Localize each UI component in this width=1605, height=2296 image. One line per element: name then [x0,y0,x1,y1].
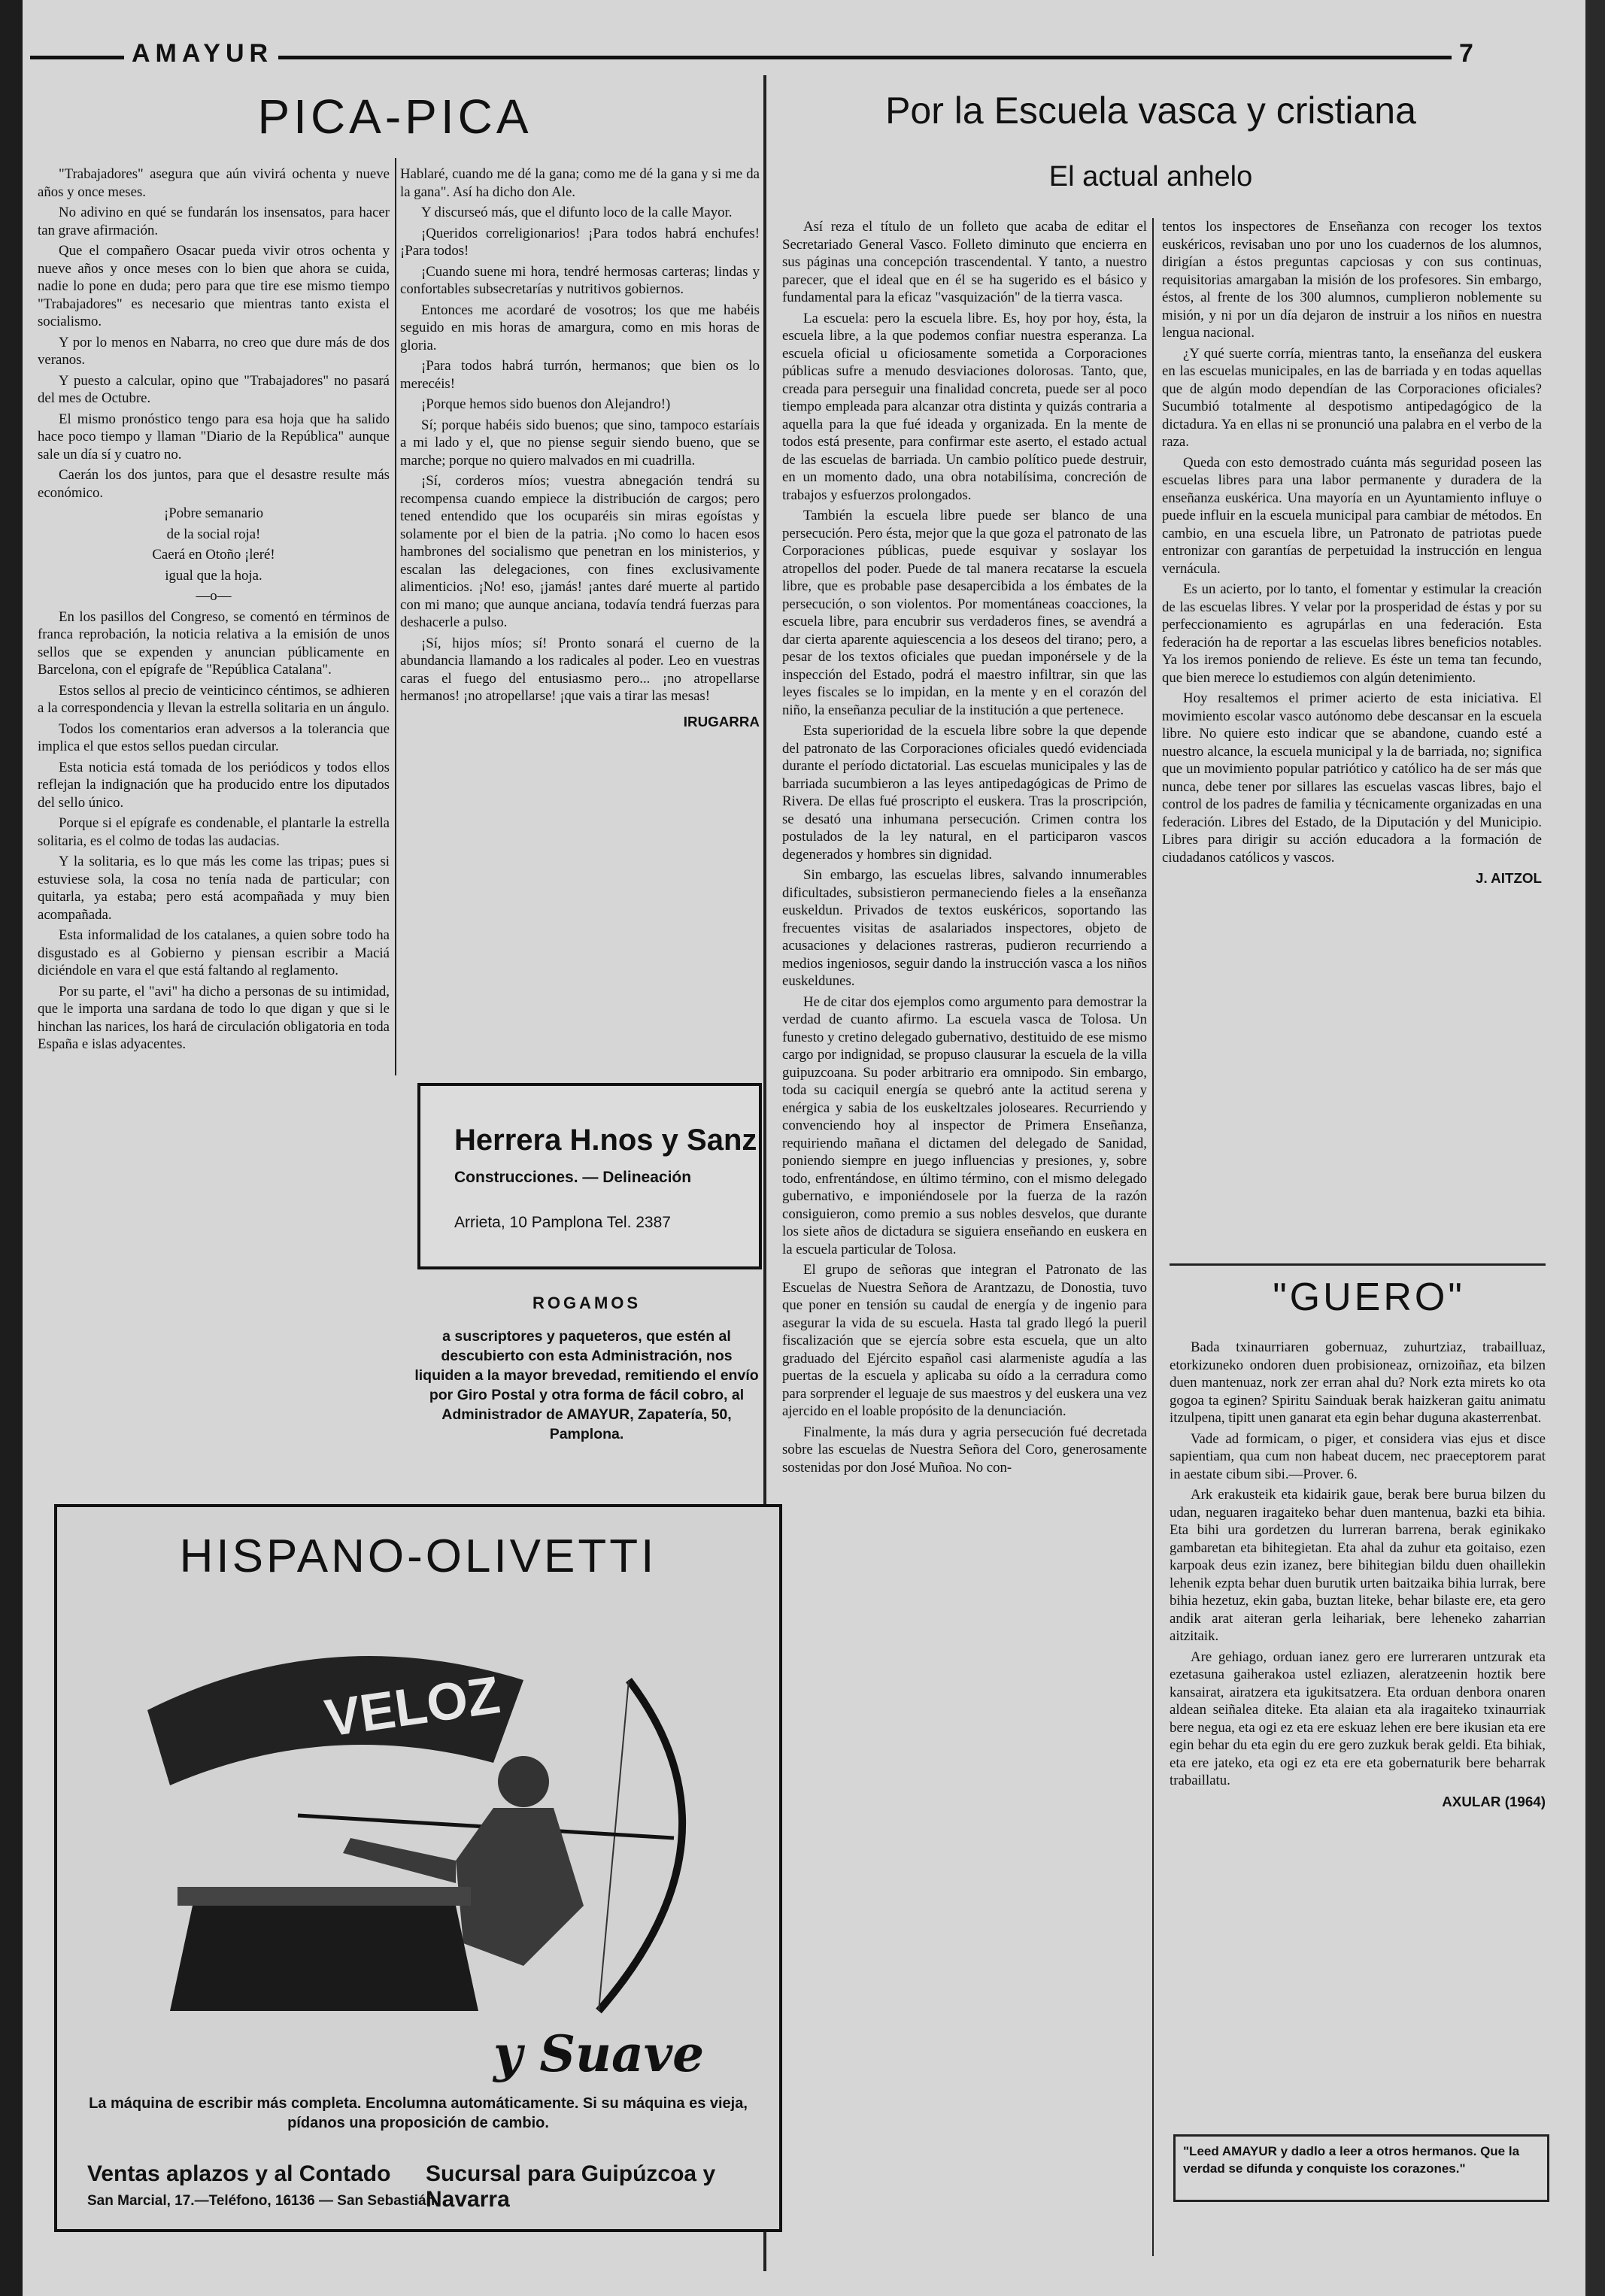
subscribers-notice [414,1294,760,1444]
paragraph: Sí; porque habéis sido buenos; que sino, tampoco estaríais a mi lado y el, que no piense seguir siendo bueno, que se marche; porque no quiero malvados en mi cuadrilla. [400,417,760,469]
paragraph: ¡Cuando suene mi hora, tendré hermosas carteras; lindas y confortables subsecretarías y nutritivos gobiernos. [400,263,760,297]
typewriter-carriage-shape [177,1887,471,1906]
archer-head-shape [498,1756,549,1807]
paragraph: Entonces me acordaré de vosotros; los que me habéis seguido en mis horas de amargura, como en mis horas de gloria. [400,302,760,353]
logo-word: VELOZ [321,1665,504,1748]
paragraph: Caerán los dos juntos, para que el desastre resulte más económico. [38,467,390,501]
paragraph: ¡Queridos correligionarios! ¡Para todos habrá enchufes! ¡Para todos! [400,225,760,259]
verse-line: Caerá en Otoño ¡leré! [152,547,275,563]
paragraph: ¿Y qué suerte corría, mientras tanto, la enseñanza del euskera en las escuelas municipales, en las de barriada y en todas aquellas que de algún modo dependían de las Corporaciones oficiales? Sucumbió totalmente al despotismo antipedagógico de la dictadura. Ya en ellas ni se pronunció una palabra en el verbo de la raza. [1162,345,1542,450]
notice-heading: ROGAMOS [532,1294,642,1312]
herrera-ad-name: Herrera H.nos y Sanz [454,1124,757,1157]
paragraph: Estos sellos al precio de veinticinco céntimos, se adhieren a la correspondencia y llevan la estrella solitaria en un ángulo. [38,682,390,716]
paragraph: Porque si el epígrafe es condenable, el plantarle la estrella solitaria, es el colmo de todas las audacias. [38,815,390,849]
right-column-rule [1152,218,1154,2256]
read-amayur-box: "Leed AMAYUR y dadlo a leer a otros hermanos. Que la verdad se difunda y conquiste los corazones." [1173,2134,1549,2202]
paragraph: ¡Sí, hijos míos; sí! Pronto sonará el cuerno de la abundancia llamando a los radicales al poder. Leo en vuestras caras el fuego del entusiasmo pero... ¡no atropellarse hermanos! ¡no atropellarse! ¡que vais a tirar las mesas! [400,635,760,704]
masthead-rule-right [278,56,1452,59]
paragraph: Y puesto a calcular, opino que "Trabajadores" no pasará del mes de Octubre. [38,372,390,406]
paragraph: Todos los comentarios eran adversos a la tolerancia que implica el que estos sellos puedan circular. [38,720,390,754]
paragraph: La escuela: pero la escuela libre. Es, hoy por hoy, ésta, la escuela libre, a la que podemos confiar nuestra esperanza. La escuela oficial u oficiosamente sometida a Corporaciones públicas sufre a menudo desviaciones dolorosas. Tanto, que, creada para perseguir una finalidad concreta, puede ser al poco tiempo empleada para alcanzar otra distinta y quizás contraria a aquella para la que fué ideada y organizada. En la mente de todos está presente, para confirmar este aserto, el estado actual de las escuelas de barriada. Un cambio político puede destruir, en un momento dado, una obra notabilísima, concreción de trabajos y esfuerzos prolongados. [782,310,1147,503]
archer-typewriter-illustration [102,1590,734,2086]
scan-edge-left [0,0,23,2296]
paragraph: El mismo pronóstico tengo para esa hoja que ha salido hace poco tiempo y llaman "Diario de la República" aunque sale un día sí y cuatro no. [38,411,390,463]
pica-pica-column-2 [400,165,760,1053]
paragraph: El grupo de señoras que integran el Patronato de las Escuelas de Nuestra Señora de Arantzazu, de Donostia, tuvo que poner en tensión su caudal de energía y de ingenio para asegurar la vida de su escuela. Hasta tal grado llegó la pueril fiscalización que se ejercía sobre esta escuela, que un alto graduado del Ejército español casi alarmeniste agudía a las puertas de la escuela y aplicaba su oído a la cerradura como para sorprender el leguaje de sus maestros y del euskera una vez ajercido en el loable propósito de la denunciación. [782,1262,1147,1419]
guero-column [1170,1339,1546,2128]
paragraph: Hoy resaltemos el primer acierto de esta iniciativa. El movimiento escolar vasco autónomo debe descansar en la escuela libre. No quiere esto indicar que se abandone, cuando esté a nuestro alcance, la escuela municipal y la de barriada, no; significa que un movimiento popular patriótico y católico ha de ser más que nunca, debe tener por sillares las escuelas vascas libres, bajo el control de los padres de familia y técnicamente organizadas en una federación. Libres del Estado, de la Diputación y del Municipio. Libres para dirigir su acción educadora a la formación de ciudadanos católicos y vascos. [1162,690,1542,866]
escuela-vasca-title: Por la Escuela vasca y cristiana [885,89,1416,132]
paragraph: Are gehiago, orduan ianez gero ere lurreraren untzurak eta ezetasuna gaiherakoa ustel ezliazen, aleratzeenin hoztik bere kansairat, airatzera eta igukitsatzera. Eta orduan denbora onaren aldean seiñalea diteke. Eta alaian eta ala iragaiteko txinaurriak bere negua, eta ogi ez eta ere eskuaz lehen ere bere ikusian eta ere egin behar du eta egin du ere gero zuzkuk berak geldi. Eta bihiak, eta ere jateko, eta ogi ez eta ere eta gobernaturik bere beharrak trabaillatu. [1170,1648,1546,1788]
guero-signature: AXULAR (1964) [1442,1793,1546,1809]
herrera-sanz-ad [417,1083,762,1269]
paragraph: Bada txinaurriaren gobernuaz, zuhurtziaz, trabailluaz, etorkizuneko ondoren duen probisioneaz, ornizoiñaz, eta bilzen duen mantenuaz, nork zer erran ahal du? Nork ezta mirets ko ota gogoa ta eginen? Spiritu Sainduak berak haizkeran gaitu animatu itzulpena, tipitt unen ganarat eta egin behar duguna akasterrenbat. [1170,1339,1546,1426]
bow-shape [599,1680,682,2011]
olivetti-sales-left: Ventas aplazos y al Contado [87,2161,391,2186]
escuela-signature: J. AITZOL [1476,870,1542,886]
paragraph: Es un acierto, por lo tanto, el fomentar y estimular la creación de las escuelas libres. Y velar por la prosperidad de éstas y por su perfeccionamiento es agrupárlas en una federación. Esta federación ha de reportar a las escuelas libres beneficios notables. Ya los iremos poniendo de relieve. Es éste un tema tan fecundo, que bien merece lo estudiemos con algún detenimiento. [1162,581,1542,686]
masthead [30,39,1572,69]
olivetti-sales-right: Sucursal para Guipúzcoa y Navarra [426,2161,716,2212]
escuela-column-2 [1162,218,1542,1256]
paragraph: Esta noticia está tomada de los periódicos y todos ellos reflejan la indignación que ha producido entre los diputados del sello único. [38,759,390,811]
paragraph: Queda con esto demostrado cuánta más seguridad poseen las escuelas libres para una labor permanente y duradera de la enseñanza euskérica. Una mayoría en un Ayuntamiento influye o puede influir en la escuela municipal para cambiar de métodos. En cambio, en una escuela libre, un Patronato de patriotas puede entronizar con garantías de perpetuidad la instrucción en lengua vernácula. [1162,454,1542,577]
paragraph: Finalmente, la más dura y agria persecución fué decretada sobre las escuelas de Nuestra Señora del Coro, generosamente sostenidas por don José Muñoa. No con- [782,1424,1147,1476]
escuela-column-1 [782,218,1147,2264]
guero-title: "GUERO" [1273,1275,1465,1319]
masthead-name: AMAYUR [132,39,274,68]
slogan-text: y Suave [493,2025,705,2083]
paragraph: Sin embargo, las escuelas libres, salvando innumerables dificultades, subsistieron permaneciendo fieles a la enseñanza euskeldun. Privados de textos euskéricos, soportando las frecuentes visitas de asalariados inspectores, objeto de acusaciones y delaciones rastreras, pudieron recurriendo a medios ingeniosos, seguir dando la instrucción vasca a los niños euskeldunes. [782,867,1147,989]
pica-pica-column-1 [38,165,390,1512]
paragraph: En los pasillos del Congreso, se comentó en términos de franca reprobación, la noticia relativa a la emisión de unos sellos que se expenden y anuncian públicamente en Barcelona, con el epígrafe de "República Catalana". [38,608,390,678]
scan-edge-right [1585,0,1605,2296]
paragraph: Esta superioridad de la escuela libre sobre la que depende del patronato de las Corporaciones oficiales quedó evidenciada durante el período dictatorial. Las escuelas municipales y las de barriada sucumbieron a las leyes antipedagógicas de Primo de Rivera. De ellas fué proscripto el euskera. Tras la proscripción, se desató una inhumana persecución. Crimen contra los postulados de la ley natural, en el participaron vascos degenerados y hombres sin dignidad. [782,723,1147,863]
paragraph: Esta informalidad de los catalanes, a quien sobre todo ha disgustado es al Gobierno y piensan escribir a Maciá diciéndole en vara el que está faltando al reglamento. [38,927,390,978]
paragraph: Ark erakusteik eta kidairik gaue, berak bere burua bilzen du udan, neguaren iragaiteko behar duen mantenua, bazki eta bihia. Eta bihi ura gordetzen du lurreran barrena, berak eginikako gambaretan eta bihitegietan. Eta ahal da zuhur eta goitaiso, ezen karpoak deus ezin izanez, bere bihitegian bildu duen ohaillekin lehenik ezpta behar duen burutik urten baitzaika bihia lurrak, bere bihia hezetuz, ekin gaba, buztan liteke, behar bilaste ere, eta gero andik arat aiteran gerla leihariak, bere leheneko zaharrian aitzitaik. [1170,1487,1546,1644]
masthead-rule-left [30,56,124,59]
paragraph: Así reza el título de un folleto que acaba de editar el Secretariado General Vasco. Folleto diminuto que encierra en sus páginas una concepción trascendental. Y tanto, a nuestro parecer, que el ideal que en él se ha sugerido es el básico y fundamental para la eficaz "vasquización" de la tierra vasca. [782,219,1147,305]
archer-arm-shape [343,1838,456,1883]
escuela-vasca-subtitle: El actual anhelo [1048,161,1253,193]
pica-pica-signature: IRUGARRA [683,713,760,729]
paragraph: Y por lo menos en Nabarra, no creo que dure más de dos veranos. [38,334,390,368]
paragraph: Y discurseó más, que el difunto loco de la calle Mayor. [421,205,733,220]
hispano-olivetti-ad [54,1504,782,2232]
paragraph: He de citar dos ejemplos como argumento para demostrar la verdad de cuanto afirmo. La escuela vasca de Tolosa. Un funesto y cretino delegado gubernativo, destituido de ese mismo cargo por indignidad, se propuso clausurar la escuela de la villa guipuzcoana. Su poder arbitrario era omnipodo. Sin embargo, toda su caciquil energía se quebró ante la actitud serena y enérgica y sabia de los euskeltzales joloseares. Recurriendo y convenciendo hoy al inspector de Primera Enseñanza, requiriendo mañana el dictamen del delegado de Sanidad, poniendo siempre en juego influencias y presiones, y, sobre todo, enfrentándose, en último término, con el mismo delegado gubernativo, e imponiéndosele por la fuerza de la razón consiguieron, como premio a sus nobles desvelos, que durante los siete años de dictadura se siguiera enseñando en euskera en la escuela particular de Tolosa. [782,993,1147,1257]
olivetti-brand: HISPANO-OLIVETTI [179,1530,657,1582]
paragraph: También la escuela libre puede ser blanco de una persecución. Pero ésta, mejor que la que goza el patronato de las Corporaciones públicas, puede esquivar y soslayar los atropellos del poder. Puede de tal manera recatarse la escuela libre, que es probable pase desapercibida a los émbates de la persecución, o son violentos. Por momentáneas coacciones, la escuela libre, para encubrir sus verdaderos fines, se avendrá a dar cierta aparente aquiescencia a los deseos del tirano; pero, a pesar de los textos oficiales que puedan imponérsele y de la inspección del Estado, podrá el maestro infiltrar, sin que las leyes fiscales se lo impidan, en la mente y en el corazón del niño, la enseñanza peculiar de la institución a que pertenece. [782,508,1147,718]
paragraph: ¡Sí, corderos míos; vuestra abnegación tendrá su recompensa cuando empiece la distribución de cargos; pero tened entendido que los ocuparéis sin miras egoístas y solamente por el bien de la patria. ¡No como lo hacen esos hambrones del socialismo que penetran en los ministerios, y escalan las delegaciones, con fines exclusivamente alimenticios. ¡No! eso, ¡jamás! ¡antes daré muerte al partido con mi mano; que aunque anciana, todavía tendrá fuerzas para deshacerle a pulso. [400,473,760,630]
paragraph: tentos los inspectores de Enseñanza con recoger los textos euskéricos, revisaban uno por uno los cuadernos de los alumnos, dirigían a éstos preguntas capciosas y con sus continuas, requisitorias amargaban la misión de los profesores. Sin embargo, éstos, al frente de los 300 alumnos, cumplieron noblemente su misión, y ni por un día dejaron de instruir a los niños en nuestra lengua nacional. [1162,219,1542,341]
verse-line: ¡Pobre semanario [164,505,263,521]
paragraph: ¡Para todos habrá turrón, hermanos; que bien os lo merecéis! [400,358,760,392]
olivetti-address: San Marcial, 17.—Teléfono, 16136 — San Sebastián [87,2193,435,2209]
notice-body: a suscriptores y paqueteros, que estén al descubierto con esta Administración, nos liquiden a la mayor brevedad, remitiendo el envío por Giro Postal y otra forma de fácil cobro, al Administrador de AMAYUR, Zapatería, 50, Pamplona. [414,1328,759,1442]
typewriter-shape [170,1906,478,2011]
olivetti-description: La máquina de escribir más completa. Encolumna automáticamente. Si su máquina es vieja, pídanos una proposición de cambio. [89,2095,748,2131]
page-number: 7 [1459,39,1473,68]
paragraph: Hablaré, cuando me dé la gana; como me dé la gana y si me da la gana". Así ha dicho don Ale. [400,166,760,200]
paragraph: "Trabajadores" asegura que aún vivirá ochenta y nueve años y once meses. [38,166,390,200]
section-separator: —o— [196,588,232,604]
herrera-ad-address: Arrieta, 10 Pamplona Tel. 2387 [454,1214,671,1231]
bow-string-shape [599,1680,629,2011]
paragraph: Por su parte, el "avi" ha dicho a personas de su intimidad, que le importa una sardana de todo lo que digan y que si le hinchan las narices, los hará de circulación obligatoria en toda España e islas adyacentes. [38,983,390,1052]
verse-line: de la social roja! [166,526,261,542]
pica-pica-title: PICA-PICA [257,89,532,144]
verse-line: igual que la hoja. [165,567,262,584]
paragraph: No adivino en qué se fundarán los insensatos, para hacer tan grave afirmación. [38,205,390,238]
left-column-rule [395,158,396,1075]
herrera-ad-services: Construcciones. — Delineación [454,1169,692,1186]
paragraph: ¡Porque hemos sido buenos don Alejandro!) [421,396,671,412]
paragraph: Vade ad formicam, o piger, et considera vias ejus et disce sapientiam, qua cum non habeat ducem, nec praeceptorem parat in aestate cibum sibi.—Prover. 6. [1170,1430,1546,1482]
paragraph: Y la solitaria, es lo que más les come las tripas; pues si estuviese sola, la cosa no tenía nada de particular; con quitarla, ya estaba; pero está acompañada y muy bien acompañada. [38,854,390,923]
paragraph: Que el compañero Osacar pueda vivir otros ochenta y nueve años y once meses con lo bien que ahora se cuida, nadie lo pone en duda; pero para que tire ese mismo tiempo "Trabajadores" es necesario que mientras tanto exista el socialismo. [38,243,390,329]
guero-top-rule [1170,1263,1546,1266]
